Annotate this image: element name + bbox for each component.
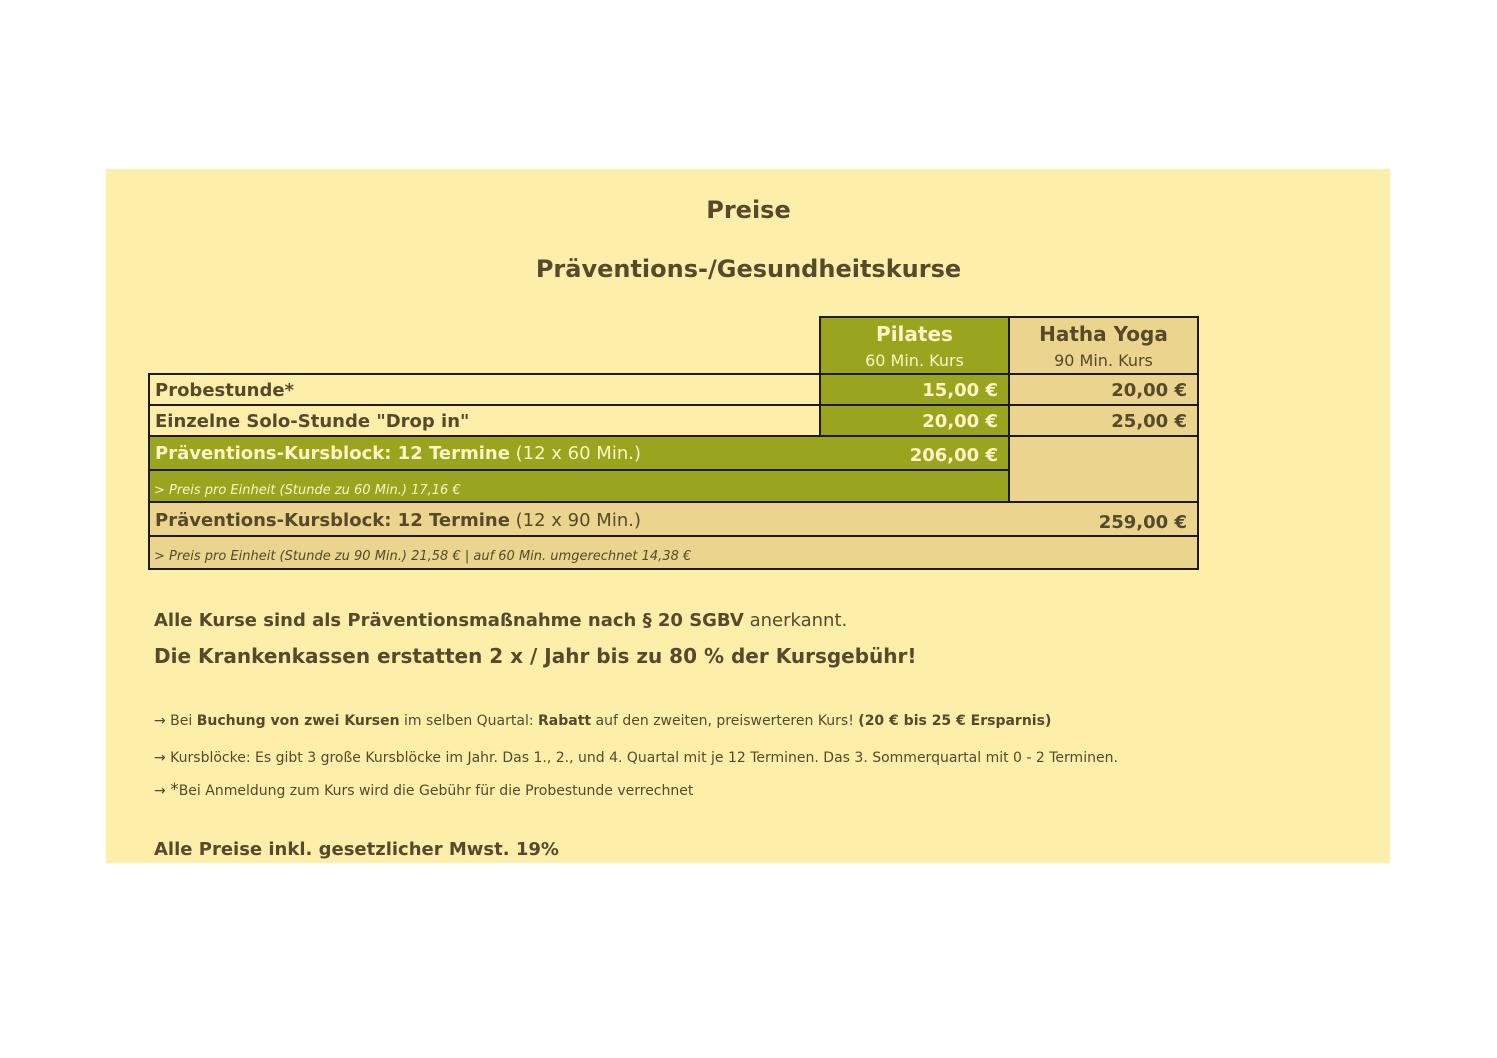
- table-row-label: [148, 373, 821, 406]
- refund-text: Die Krankenkassen erstatten 2 x / Jahr bis zu 80 % der Kursgebühr!: [154, 644, 917, 668]
- probestunde-pilates-price: 15,00 €: [922, 380, 998, 401]
- vat-text: Alle Preise inkl. gesetzlicher Mwst. 19%: [154, 839, 559, 860]
- block60-label: Präventions-Kursblock: 12 Termine (12 x 60 Min.): [155, 443, 641, 464]
- pilates-header-name: Pilates: [876, 322, 953, 346]
- yoga-header-name: Hatha Yoga: [1039, 322, 1168, 346]
- probestunde-label: Probestunde*: [155, 380, 294, 401]
- probestunde-note: → *Bei Anmeldung zum Kurs wird die Gebühr für die Probestunde verrechnet: [154, 780, 694, 800]
- block90-price: 259,00 €: [1098, 512, 1187, 533]
- block60-price: 206,00 €: [909, 445, 998, 466]
- block60-note: > Preis pro Einheit (Stunde zu 60 Min.) 17,16 €: [154, 483, 461, 498]
- block90-note: > Preis pro Einheit (Stunde zu 90 Min.) 21,58 € | auf 60 Min. umgerechnet 14,38 €: [154, 549, 692, 564]
- block60-row: [148, 435, 1010, 471]
- table-cell: [1008, 373, 1199, 406]
- discount-note: → Bei Buchung von zwei Kursen im selben Quartal: Rabatt auf den zweiten, preiswerteren Kurs! (20 € bis 25 € Ersparnis): [154, 713, 1052, 729]
- pilates-header-sub: 60 Min. Kurs: [865, 351, 964, 370]
- pilates-header: [819, 316, 1010, 375]
- page-subtitle: Präventions-/Gesundheitskurse: [535, 255, 962, 283]
- yoga-header-sub: 90 Min. Kurs: [1054, 351, 1153, 370]
- block90-label: Präventions-Kursblock: 12 Termine (12 x 90 Min.): [155, 510, 641, 531]
- table-cell: [819, 404, 1010, 437]
- dropin-pilates-price: 20,00 €: [922, 411, 998, 432]
- table-row-label: [148, 404, 821, 437]
- block90-row: [148, 501, 1199, 537]
- block90-note-row: [148, 535, 1199, 570]
- dropin-yoga-price: 25,00 €: [1111, 411, 1187, 432]
- page-title: Preise: [706, 196, 791, 224]
- block60-yoga-empty: [1008, 435, 1199, 503]
- block60-note-row: [148, 469, 1010, 503]
- yoga-header: [1008, 316, 1199, 375]
- table-cell: [1008, 404, 1199, 437]
- kursbloecke-note: → Kursblöcke: Es gibt 3 große Kursblöcke im Jahr. Das 1., 2., und 4. Quartal mit je 12 Terminen. Das 3. Sommerquartal mit 0 - 2 Terminen.: [154, 750, 1118, 766]
- recognition-text: Alle Kurse sind als Präventionsmaßnahme nach § 20 SGBV anerkannt.: [154, 610, 848, 631]
- probestunde-yoga-price: 20,00 €: [1111, 380, 1187, 401]
- dropin-label: Einzelne Solo-Stunde "Drop in": [155, 411, 470, 432]
- table-cell: [819, 373, 1010, 406]
